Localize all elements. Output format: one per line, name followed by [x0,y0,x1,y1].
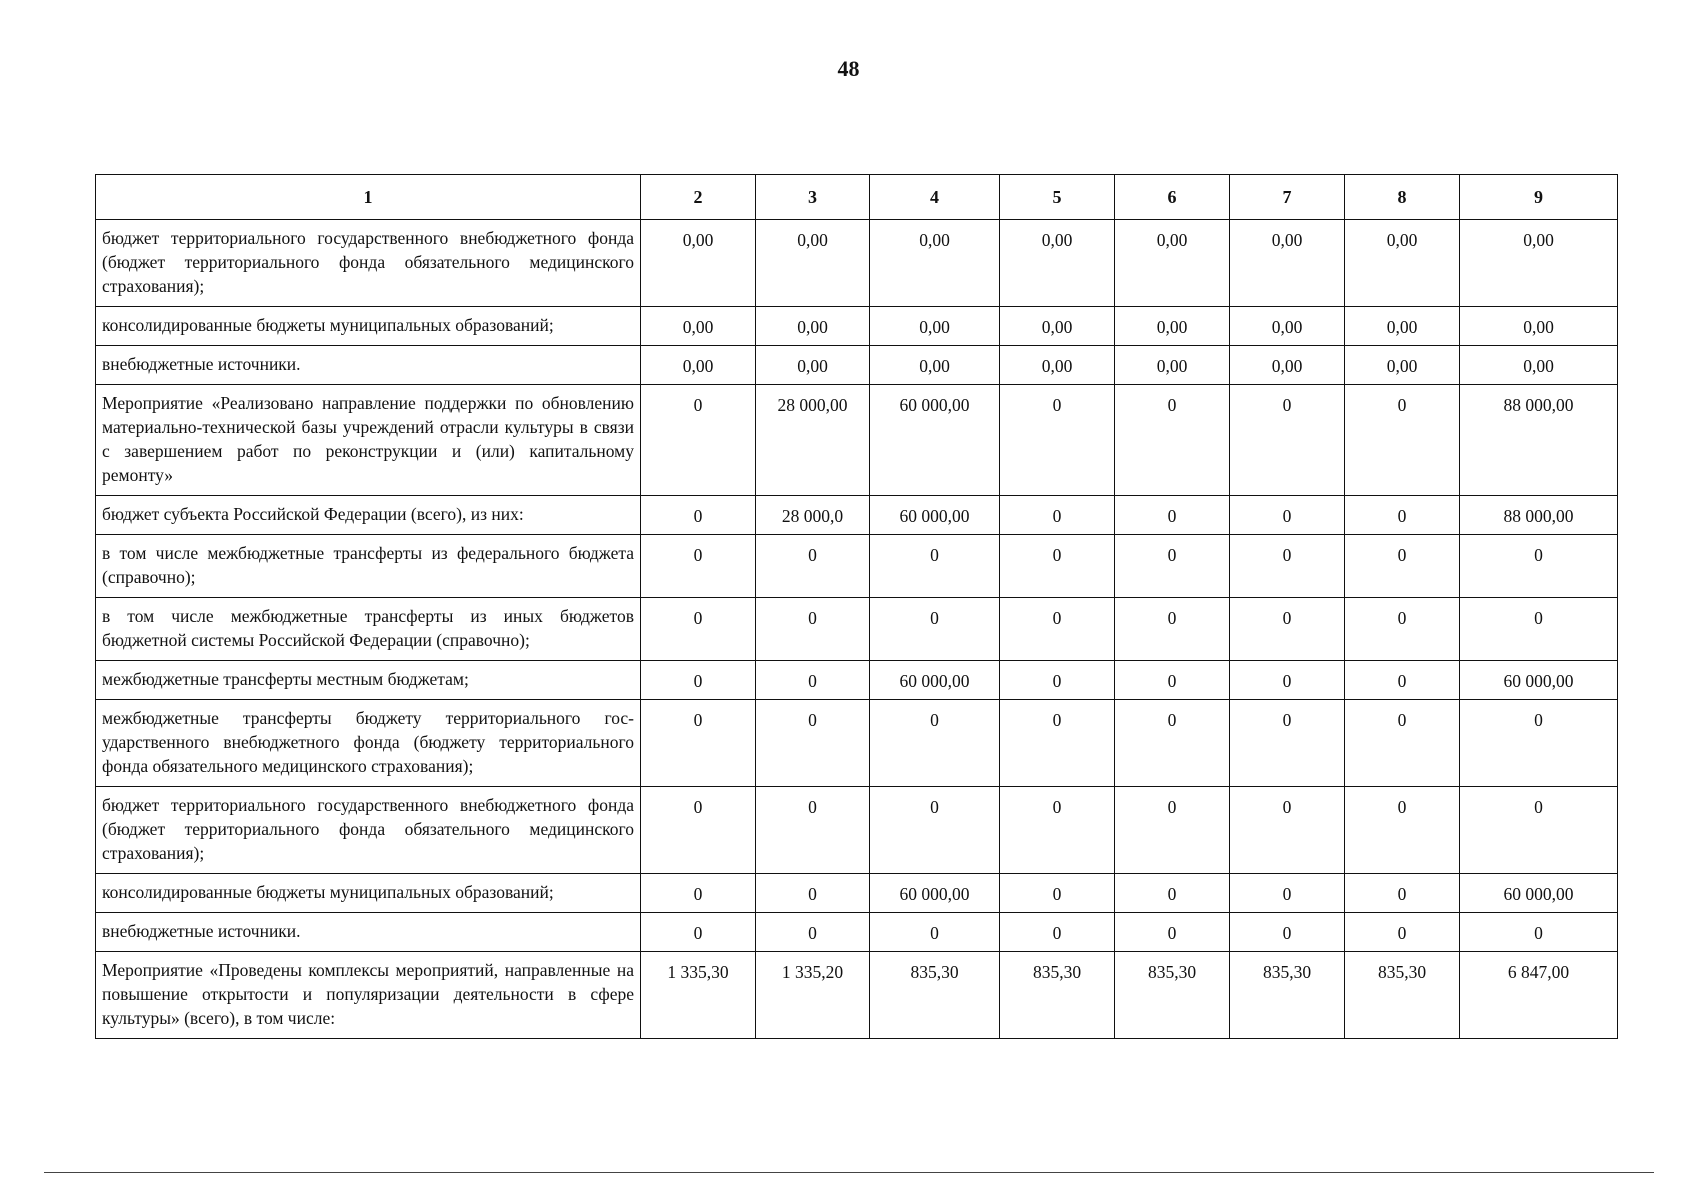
value-cell: 0 [1115,787,1230,874]
value-cell: 0,00 [641,346,756,385]
table-row [96,952,1618,1039]
row-label: межбюджетные трансферты местным бюджетам; [96,661,641,700]
table-row [96,346,1618,385]
row-label: внебюджетные источники. [96,346,641,385]
value-cell: 28 000,00 [756,385,870,496]
value-cell: 0 [1115,496,1230,535]
budget-table [95,174,1618,1039]
value-cell: 0 [1115,700,1230,787]
value-cell: 0 [1230,700,1345,787]
column-header: 4 [870,175,1000,220]
value-cell: 0 [870,535,1000,598]
value-cell: 0 [1460,535,1618,598]
table-row [96,661,1618,700]
value-cell: 0 [1460,598,1618,661]
value-cell: 0 [1230,913,1345,952]
table-row [96,385,1618,496]
value-cell: 1 335,20 [756,952,870,1039]
value-cell: 0 [870,700,1000,787]
value-cell: 60 000,00 [870,661,1000,700]
table-row [96,496,1618,535]
value-cell: 0,00 [756,307,870,346]
value-cell: 0 [1230,385,1345,496]
row-label: внебюджетные источники. [96,913,641,952]
value-cell: 0 [641,496,756,535]
table-row [96,598,1618,661]
column-header: 5 [1000,175,1115,220]
value-cell: 0 [1000,913,1115,952]
value-cell: 88 000,00 [1460,496,1618,535]
column-header: 9 [1460,175,1618,220]
value-cell: 60 000,00 [870,496,1000,535]
value-cell: 0 [1000,661,1115,700]
column-header: 8 [1345,175,1460,220]
value-cell: 0,00 [1115,346,1230,385]
value-cell: 0 [1345,598,1460,661]
value-cell: 0,00 [870,307,1000,346]
row-label: консолидированные бюджеты муниципальных образований; [96,307,641,346]
value-cell: 0,00 [1230,346,1345,385]
value-cell: 0 [1115,661,1230,700]
value-cell: 0 [1115,874,1230,913]
value-cell: 0 [1345,913,1460,952]
value-cell: 0 [756,700,870,787]
value-cell: 0 [1115,598,1230,661]
value-cell: 0 [641,535,756,598]
value-cell: 0 [1000,598,1115,661]
column-header: 3 [756,175,870,220]
value-cell: 88 000,00 [1460,385,1618,496]
value-cell: 0,00 [1000,220,1115,307]
value-cell: 0 [641,787,756,874]
value-cell: 0 [756,787,870,874]
table-header-row [96,175,1618,220]
table-row [96,535,1618,598]
row-label: межбюджетные трансферты бюджету территориального государственного внебюджетного фонда (бюджету территориального фонда обязательного медицинского страхования); [96,700,641,787]
value-cell: 0,00 [1000,307,1115,346]
table-row [96,220,1618,307]
value-cell: 0,00 [1460,307,1618,346]
value-cell: 0 [870,598,1000,661]
value-cell: 835,30 [1345,952,1460,1039]
value-cell: 0 [756,874,870,913]
value-cell: 835,30 [1000,952,1115,1039]
value-cell: 0 [641,598,756,661]
value-cell: 0,00 [1000,346,1115,385]
value-cell: 0,00 [1345,307,1460,346]
value-cell: 60 000,00 [1460,661,1618,700]
value-cell: 0 [641,661,756,700]
bottom-divider [44,1172,1654,1173]
value-cell: 835,30 [1115,952,1230,1039]
table-row [96,307,1618,346]
value-cell: 0 [1345,661,1460,700]
value-cell: 0 [1230,598,1345,661]
value-cell: 0 [1345,496,1460,535]
value-cell: 0 [1000,700,1115,787]
value-cell: 0 [1000,874,1115,913]
value-cell: 0 [756,535,870,598]
value-cell: 0,00 [1460,346,1618,385]
row-label: консолидированные бюджеты муниципальных образований; [96,874,641,913]
value-cell: 60 000,00 [870,874,1000,913]
value-cell: 0,00 [1230,220,1345,307]
row-label: бюджет территориального государственного внебюджетного фонда (бюджет территориального фонда обязательного медицинского страхования); [96,220,641,307]
value-cell: 0 [1115,535,1230,598]
value-cell: 0 [1230,535,1345,598]
value-cell: 0,00 [870,220,1000,307]
value-cell: 60 000,00 [1460,874,1618,913]
value-cell: 0 [1000,496,1115,535]
value-cell: 0 [1345,385,1460,496]
row-label: в том числе межбюджетные трансферты из федерального бюджета (справочно); [96,535,641,598]
value-cell: 0,00 [1115,307,1230,346]
value-cell: 0 [1115,385,1230,496]
value-cell: 0,00 [1115,220,1230,307]
value-cell: 0 [870,787,1000,874]
row-label: бюджет субъекта Российской Федерации (всего), из них: [96,496,641,535]
value-cell: 0 [870,913,1000,952]
value-cell: 0 [1230,661,1345,700]
value-cell: 0 [1460,913,1618,952]
value-cell: 0 [756,661,870,700]
value-cell: 0 [756,598,870,661]
value-cell: 0 [641,385,756,496]
value-cell: 0,00 [1460,220,1618,307]
row-label: в том числе межбюджетные трансферты из иных бюджетов бюджетной системы Российской Федерации (справочно); [96,598,641,661]
row-label: бюджет территориального государственного внебюджетного фонда (бюджет территориального фонда обязательного медицинского страхования); [96,787,641,874]
row-label: Мероприятие «Реализовано направление поддержки по обновлению материально-технической базы учреждений отрасли культуры в связи с завершением работ по реконструкции и (или) капитальному ремонту» [96,385,641,496]
column-header: 1 [96,175,641,220]
table-row [96,700,1618,787]
value-cell: 0 [641,874,756,913]
value-cell: 0,00 [756,346,870,385]
column-header: 7 [1230,175,1345,220]
value-cell: 0 [756,913,870,952]
value-cell: 0 [1345,535,1460,598]
value-cell: 0 [1460,787,1618,874]
value-cell: 0 [1000,787,1115,874]
table-row [96,874,1618,913]
value-cell: 0 [1345,874,1460,913]
value-cell: 0 [1460,700,1618,787]
value-cell: 60 000,00 [870,385,1000,496]
column-header: 2 [641,175,756,220]
value-cell: 1 335,30 [641,952,756,1039]
value-cell: 0 [1345,787,1460,874]
value-cell: 0 [1000,385,1115,496]
value-cell: 0,00 [756,220,870,307]
value-cell: 0 [641,913,756,952]
value-cell: 0 [1345,700,1460,787]
value-cell: 0,00 [1345,346,1460,385]
value-cell: 835,30 [1230,952,1345,1039]
value-cell: 0,00 [641,220,756,307]
value-cell: 0 [1230,787,1345,874]
value-cell: 0 [1230,874,1345,913]
value-cell: 0,00 [1230,307,1345,346]
row-label: Мероприятие «Проведены комплексы мероприятий, направленные на повышение открытости и популяризации деятельности в сфере культуры» (всего), в том числе: [96,952,641,1039]
value-cell: 6 847,00 [1460,952,1618,1039]
value-cell: 0,00 [870,346,1000,385]
page-number: 48 [837,56,860,81]
value-cell: 835,30 [870,952,1000,1039]
value-cell: 0 [1000,535,1115,598]
value-cell: 28 000,0 [756,496,870,535]
table-row [96,787,1618,874]
value-cell: 0 [641,700,756,787]
column-header: 6 [1115,175,1230,220]
value-cell: 0 [1230,496,1345,535]
value-cell: 0,00 [641,307,756,346]
value-cell: 0 [1115,913,1230,952]
value-cell: 0,00 [1345,220,1460,307]
table-row [96,913,1618,952]
